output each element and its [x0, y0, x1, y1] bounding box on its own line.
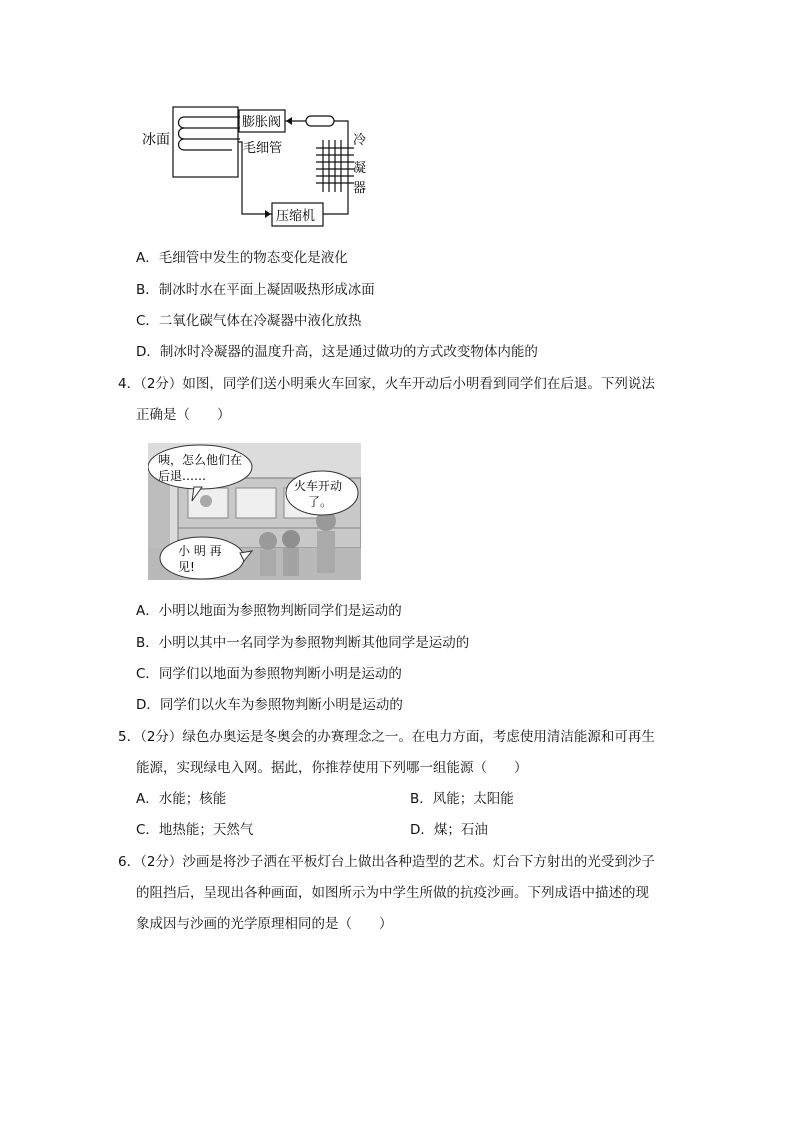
- capillary-label: 毛细管: [243, 141, 283, 156]
- condenser-label-3: 器: [353, 181, 367, 196]
- bubble-1-line2: 后退……: [158, 469, 207, 483]
- ice-label: 冰面: [142, 132, 170, 148]
- condenser-label-2: 凝: [353, 161, 367, 176]
- q3-option-c: C．二氧化碳气体在冷凝器中液化放热: [136, 313, 362, 329]
- q3-option-b: B．制冰时水在平面上凝固吸热形成冰面: [136, 282, 375, 298]
- bubble-3-line2: 见!: [178, 560, 195, 574]
- compressor-label: 压缩机: [276, 209, 316, 224]
- bubble-2-line2: 了。: [308, 495, 333, 509]
- q5-option-d: D．煤；石油: [410, 822, 488, 838]
- train-illustration: [148, 443, 361, 580]
- q5-option-b: B．风能；太阳能: [410, 791, 514, 807]
- q5-stem-line1: 5．（2分）绿色办奥运是冬奥会的办赛理念之一。在电力方面，考虑使用清洁能源和可再生: [118, 729, 655, 745]
- condenser-label-1: 冷: [353, 133, 367, 148]
- bubble-3-line1: 小 明 再: [178, 544, 222, 558]
- bubble-2-line1: 火车开动: [294, 479, 343, 493]
- q4-option-a: A．小明以地面为参照物判断同学们是运动的: [136, 603, 402, 619]
- q4-option-b: B．小明以其中一名同学为参照物判断其他同学是运动的: [136, 635, 470, 651]
- q4-stem-line1: 4．（2分）如图，同学们送小明乘火车回家，火车开动后小明看到同学们在后退。下列说法: [118, 376, 655, 392]
- valve-label: 膨胀阀: [242, 115, 282, 130]
- q5-option-c: C．地热能；天然气: [136, 822, 254, 838]
- bubble-1-line1: 咦，怎么他们在: [158, 453, 243, 467]
- q3-option-d: D．制冰时冷凝器的温度升高，这是通过做功的方式改变物体内能的: [136, 344, 538, 360]
- q6-stem-line1: 6．（2分）沙画是将沙子洒在平板灯台上做出各种造型的艺术。灯台下方射出的光受到沙子: [118, 854, 655, 870]
- refrigeration-diagram: [140, 100, 380, 235]
- q5-option-a: A．水能；核能: [136, 791, 227, 807]
- q3-option-a: A．毛细管中发生的物态变化是液化: [136, 250, 348, 266]
- q6-stem-line2: 的阻挡后，呈现出各种画面，如图所示为中学生所做的抗疫沙画。下列成语中描述的现: [136, 885, 649, 901]
- q5-stem-line2: 能源，实现绿电入网。据此，你推荐使用下列哪一组能源（ ）: [136, 760, 528, 776]
- q4-option-d: D．同学们以火车为参照物判断小明是运动的: [136, 697, 403, 713]
- q4-option-c: C．同学们以地面为参照物判断小明是运动的: [136, 666, 402, 682]
- q6-stem-line3: 象成因与沙画的光学原理相同的是（ ）: [136, 916, 393, 932]
- q4-stem-line2: 正确是（ ）: [136, 407, 231, 423]
